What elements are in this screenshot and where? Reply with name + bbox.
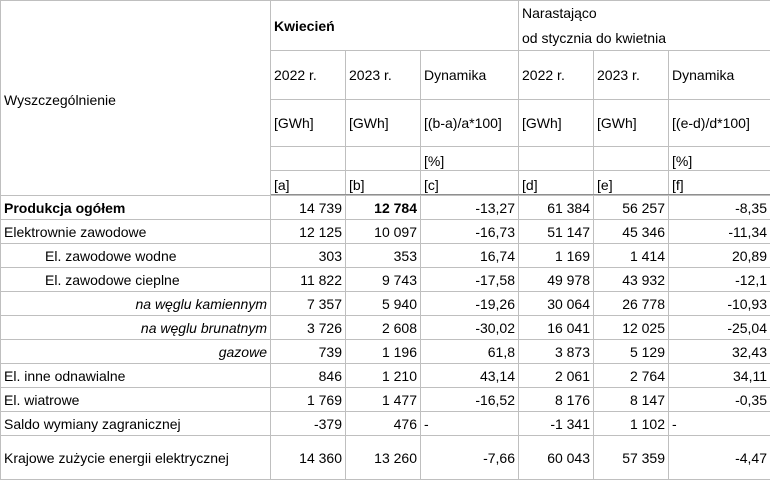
- col-b-code: [b]: [346, 171, 421, 195]
- col-b-unit: [GWh]: [346, 100, 421, 147]
- cell-c: 16,74: [421, 244, 519, 268]
- cell-e: 8 147: [594, 388, 669, 412]
- cell-d: 30 064: [519, 292, 594, 316]
- cell-b: 476: [346, 412, 421, 436]
- row-label: Elektrownie zawodowe: [1, 220, 271, 244]
- cell-e: 45 346: [594, 220, 669, 244]
- table-row: [1, 244, 770, 268]
- cell-e: 5 129: [594, 340, 669, 364]
- cell-a: 14 739: [271, 196, 346, 220]
- cell-a: 14 360: [271, 436, 346, 480]
- col-b-year: 2023 r.: [346, 51, 421, 100]
- cell-c: -16,52: [421, 388, 519, 412]
- col-d-code: [d]: [519, 171, 594, 195]
- table-row: [1, 412, 770, 436]
- cell-d: 49 978: [519, 268, 594, 292]
- cell-c: -17,58: [421, 268, 519, 292]
- cell-d: 8 176: [519, 388, 594, 412]
- cell-a: 739: [271, 340, 346, 364]
- cell-f: -0,35: [669, 388, 770, 412]
- cell-a: 12 125: [271, 220, 346, 244]
- table-row: [1, 196, 770, 220]
- cell-b: 9 743: [346, 268, 421, 292]
- cell-e: 2 764: [594, 364, 669, 388]
- col-f-unit: [(e-d)/d*100]: [669, 100, 770, 147]
- cell-d: 1 169: [519, 244, 594, 268]
- cell-b: 10 097: [346, 220, 421, 244]
- cell-d: 16 041: [519, 316, 594, 340]
- cell-f: 34,11: [669, 364, 770, 388]
- col-a-code: [a]: [271, 171, 346, 195]
- col-a-pct: [271, 147, 346, 171]
- table-row: [1, 364, 770, 388]
- cell-a: 846: [271, 364, 346, 388]
- col-f-year: Dynamika: [669, 51, 770, 100]
- label-column-header: Wyszczególnienie: [4, 92, 116, 108]
- row-label: na węglu kamiennym: [1, 292, 271, 316]
- cell-c: -19,26: [421, 292, 519, 316]
- col-d-pct: [519, 147, 594, 171]
- cell-f: -10,93: [669, 292, 770, 316]
- col-e-unit: [GWh]: [594, 100, 669, 147]
- label-column-header-cell: [1, 1, 271, 196]
- col-f-pct: [%]: [669, 147, 770, 171]
- cell-c: 61,8: [421, 340, 519, 364]
- cumulative-group-header-line2: od stycznia do kwietnia: [519, 26, 770, 51]
- cell-f: 20,89: [669, 244, 770, 268]
- row-label: na węglu brunatnym: [1, 316, 271, 340]
- cell-e: 57 359: [594, 436, 669, 480]
- cell-b: 13 260: [346, 436, 421, 480]
- col-f-code: [f]: [669, 171, 770, 195]
- cell-b: 1 477: [346, 388, 421, 412]
- col-c-code: [c]: [421, 171, 519, 195]
- row-label: El. zawodowe wodne: [1, 244, 271, 268]
- col-a-unit: [GWh]: [271, 100, 346, 147]
- cell-e: 1 102: [594, 412, 669, 436]
- cell-c: -: [421, 412, 519, 436]
- table-row: [1, 316, 770, 340]
- cell-e: 56 257: [594, 196, 669, 220]
- col-c-year: Dynamika: [421, 51, 519, 100]
- col-d-year: 2022 r.: [519, 51, 594, 100]
- cell-d: 51 147: [519, 220, 594, 244]
- cell-d: 3 873: [519, 340, 594, 364]
- cell-c: -16,73: [421, 220, 519, 244]
- cell-b: 353: [346, 244, 421, 268]
- table-row: [1, 268, 770, 292]
- col-c-pct: [%]: [421, 147, 519, 171]
- table-row: [1, 292, 770, 316]
- col-d-unit: [GWh]: [519, 100, 594, 147]
- cell-c: -13,27: [421, 196, 519, 220]
- cell-d: 60 043: [519, 436, 594, 480]
- table-row: [1, 388, 770, 412]
- cell-e: 1 414: [594, 244, 669, 268]
- table-row: [1, 220, 770, 244]
- col-e-code: [e]: [594, 171, 669, 195]
- col-e-year: 2023 r.: [594, 51, 669, 100]
- cell-c: -30,02: [421, 316, 519, 340]
- cell-c: 43,14: [421, 364, 519, 388]
- cell-f: -11,34: [669, 220, 770, 244]
- col-b-pct: [346, 147, 421, 171]
- cell-f: -: [669, 412, 770, 436]
- table-row: [1, 340, 770, 364]
- cell-e: 43 932: [594, 268, 669, 292]
- cell-f: -8,35: [669, 196, 770, 220]
- cell-d: 61 384: [519, 196, 594, 220]
- month-group-header: Kwiecień: [271, 1, 519, 51]
- cell-a: 11 822: [271, 268, 346, 292]
- row-label: Saldo wymiany zagranicznej: [1, 412, 271, 436]
- table-row: [1, 436, 770, 480]
- row-label: El. wiatrowe: [1, 388, 271, 412]
- row-label: El. zawodowe cieplne: [1, 268, 271, 292]
- col-e-pct: [594, 147, 669, 171]
- cell-a: -379: [271, 412, 346, 436]
- cell-e: 26 778: [594, 292, 669, 316]
- cell-d: -1 341: [519, 412, 594, 436]
- cell-f: 32,43: [669, 340, 770, 364]
- row-label: El. inne odnawialne: [1, 364, 271, 388]
- cell-b: 12 784: [346, 196, 421, 220]
- col-a-year: 2022 r.: [271, 51, 346, 100]
- cell-a: 303: [271, 244, 346, 268]
- cell-e: 12 025: [594, 316, 669, 340]
- cell-f: -4,47: [669, 436, 770, 480]
- col-c-unit: [(b-a)/a*100]: [421, 100, 519, 147]
- cell-b: 1 210: [346, 364, 421, 388]
- cell-d: 2 061: [519, 364, 594, 388]
- cell-c: -7,66: [421, 436, 519, 480]
- cell-f: -12,1: [669, 268, 770, 292]
- cell-b: 2 608: [346, 316, 421, 340]
- cell-a: 1 769: [271, 388, 346, 412]
- cell-b: 5 940: [346, 292, 421, 316]
- cell-b: 1 196: [346, 340, 421, 364]
- cell-a: 7 357: [271, 292, 346, 316]
- row-label: gazowe: [1, 340, 271, 364]
- cumulative-group-header-line1: Narastająco: [519, 1, 770, 26]
- row-label: Produkcja ogółem: [1, 196, 271, 220]
- cell-f: -25,04: [669, 316, 770, 340]
- cell-a: 3 726: [271, 316, 346, 340]
- row-label: Krajowe zużycie energii elektrycznej: [1, 436, 271, 480]
